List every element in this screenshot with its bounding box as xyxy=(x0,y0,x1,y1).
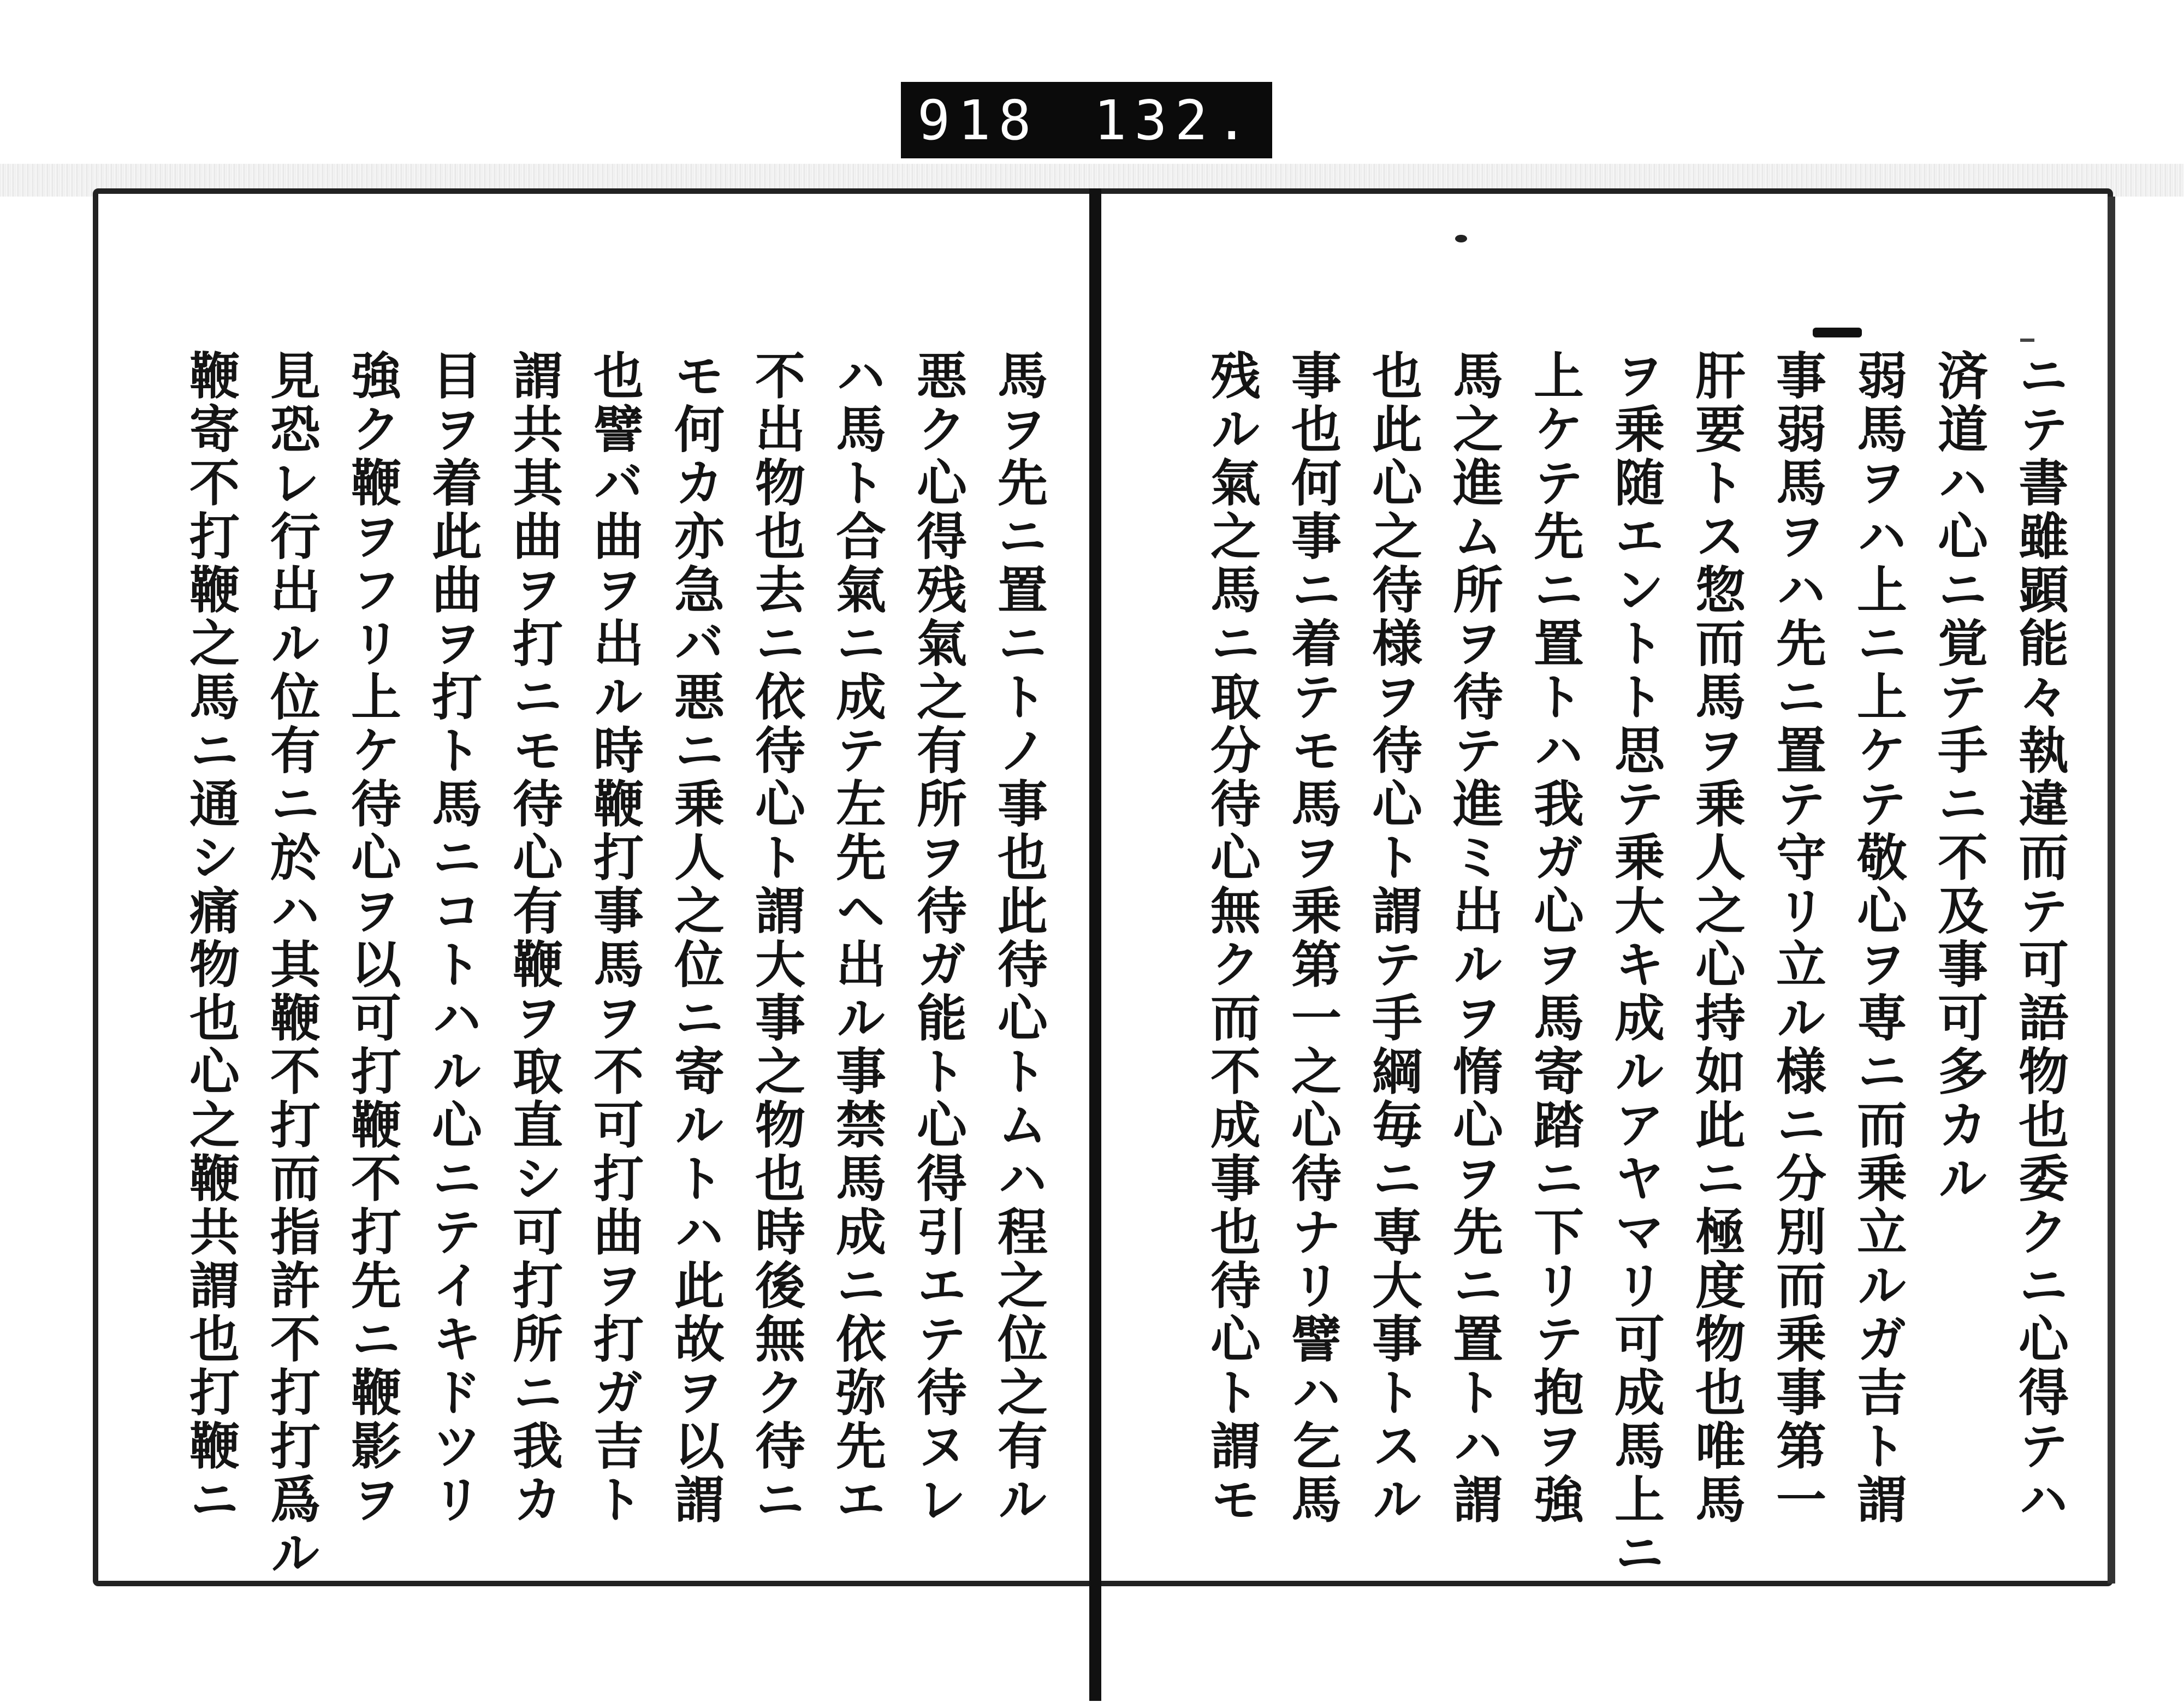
catalog-number-right: 132. xyxy=(1094,88,1256,152)
book-edge xyxy=(2108,197,2115,1584)
text-line: 済道ハ心ニ覚テ手ニ不及事可多カル xyxy=(1930,349,1989,1206)
text-line: 鞭寄不打鞭之馬ニ通シ痛物也心之鞭共謂也打鞭ニ xyxy=(181,349,240,1527)
right-page-text xyxy=(1141,349,2080,1580)
left-page xyxy=(120,207,1070,1580)
text-line: 強ク鞭ヲフリ上ケ待心ヲ以可打鞭不打先ニ鞭影ヲ xyxy=(343,349,402,1527)
text-line: 目ヲ着此曲ヲ打ト馬ニコトハル心ニテイキドツリ xyxy=(424,349,483,1527)
catalog-number-label xyxy=(901,82,1272,158)
text-line: 事也何事ニ着テモ馬ヲ乗第一之心待ナリ譬ハ乞馬 xyxy=(1283,349,1342,1527)
text-line: 馬之進ム所ヲ待テ進ミ出ルヲ惰心ヲ先ニ置トハ謂 xyxy=(1445,349,1504,1527)
text-line: 也此心之待様ヲ待心ト謂テ手綱毎ニ専大事トスル xyxy=(1364,349,1423,1527)
text-line: 不出物也去ニ依待心ト謂大事之物也時後無ク待ニ xyxy=(747,349,806,1527)
text-line: 肝要トス惣而馬ヲ乗人之心持如此ニ極度物也唯馬 xyxy=(1687,349,1746,1527)
text-line: 悪ク心得残氣之有所ヲ待ガ能ト心得引エテ待ヌレ xyxy=(909,349,968,1527)
right-page xyxy=(1119,207,2097,1580)
text-line: 見恐レ行出ル位有ニ於ハ其鞭不打而指許不打打爲ル xyxy=(262,349,321,1580)
text-line: ハ馬ト合氣ニ成テ左先ヘ出ル事禁馬成ニ依弥先エ xyxy=(828,349,887,1527)
text-line: 謂共其曲ヲ打ニモ待心有鞭ヲ取直シ可打所ニ我カ xyxy=(505,349,563,1527)
text-line: ニテ書雖顕能々執違而テ可語物也委クニ心得テハ xyxy=(2010,349,2069,1527)
text-line: 事弱馬ヲハ先ニ置テ守リ立ル様ニ分別而乗事第一 xyxy=(1768,349,1827,1527)
book-spine xyxy=(1089,188,1101,1701)
text-line: 上ケテ先ニ置トハ我ガ心ヲ馬寄踏ニ下リテ抱ヲ強 xyxy=(1526,349,1584,1527)
text-line: 弱馬ヲハ上ニ上ケテ敬心ヲ専ニ而乗立ルガ吉ト謂 xyxy=(1849,349,1908,1527)
text-line: ヲ乗随エントト思テ乗大キ成ルアヤマリ可成馬上ニ xyxy=(1606,349,1665,1580)
text-line: 馬ヲ先ニ置ニトノ事也此待心トムハ程之位之有ル xyxy=(989,349,1048,1527)
left-page-text xyxy=(142,349,1059,1580)
text-line: モ何カ亦急バ悪ニ乗人之位ニ寄ルトハ此故ヲ以謂 xyxy=(666,349,725,1527)
text-line: 也譬バ曲ヲ出ル時鞭打事馬ヲ不可打曲ヲ打ガ吉ト xyxy=(585,349,644,1527)
catalog-number-left: 918 xyxy=(917,88,1039,152)
text-line: 残ル氣之馬ニ取分待心無ク而不成事也待心ト謂モ xyxy=(1202,349,1261,1527)
